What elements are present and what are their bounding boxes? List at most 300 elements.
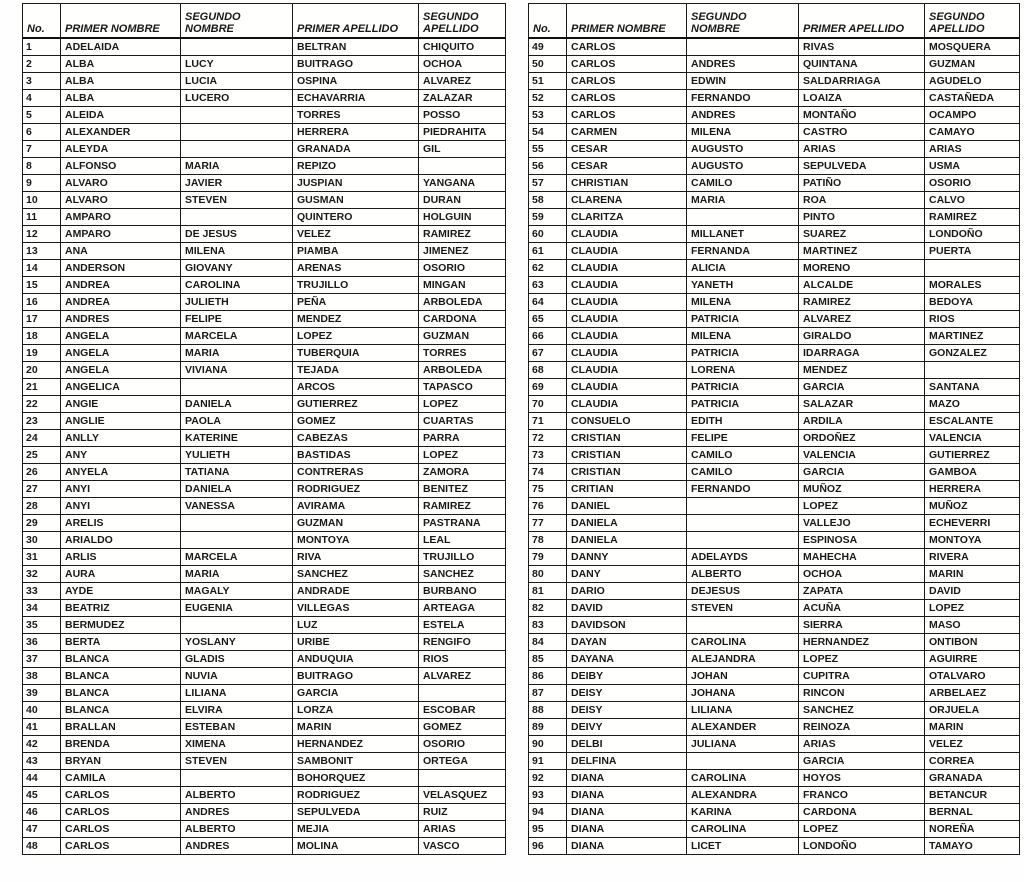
table-cell: 23 [23, 413, 61, 430]
table-cell: 78 [529, 532, 567, 549]
table-row [23, 566, 506, 583]
header-row [529, 4, 1020, 39]
table-cell: MENDEZ [799, 362, 925, 379]
table-cell: VALLEJO [799, 515, 925, 532]
table-cell: CAMILA [61, 770, 181, 787]
table-cell [419, 158, 506, 175]
table-cell: CONSUELO [567, 413, 687, 430]
table-cell: CARLOS [61, 838, 181, 855]
table-row [23, 90, 506, 107]
table-cell: JULIETH [181, 294, 293, 311]
table-cell: ESTELA [419, 617, 506, 634]
table-cell: 57 [529, 175, 567, 192]
table-cell: ESCOBAR [419, 702, 506, 719]
table-cell: 87 [529, 685, 567, 702]
table-row [23, 413, 506, 430]
table-cell: CESAR [567, 141, 687, 158]
table-cell: GUTIERREZ [293, 396, 419, 413]
table-cell: 74 [529, 464, 567, 481]
table-cell: RAMIREZ [799, 294, 925, 311]
table-cell: SAMBONIT [293, 753, 419, 770]
table-cell: MARIA [687, 192, 799, 209]
table-row [529, 566, 1020, 583]
table-cell [925, 260, 1020, 277]
table-cell: MILENA [181, 243, 293, 260]
table-cell: ALVAREZ [419, 668, 506, 685]
table-cell: CLAUDIA [567, 396, 687, 413]
table-cell: DANIELA [567, 515, 687, 532]
table-cell: VELEZ [293, 226, 419, 243]
table-cell: 83 [529, 617, 567, 634]
table-cell: ANA [61, 243, 181, 260]
table-cell: ELVIRA [181, 702, 293, 719]
table-row [23, 617, 506, 634]
table-cell: ANGLIE [61, 413, 181, 430]
table-cell: DEISY [567, 702, 687, 719]
table-cell: 86 [529, 668, 567, 685]
table-cell: SALAZAR [799, 396, 925, 413]
column-header-segundo-nombre: SEGUNDO NOMBRE [687, 4, 799, 39]
table-row [529, 600, 1020, 617]
table-cell: ALEJANDRA [687, 651, 799, 668]
table-cell: STEVEN [181, 192, 293, 209]
table-cell: SEPULVEDA [799, 158, 925, 175]
table-row [23, 668, 506, 685]
table-cell: MONTOYA [925, 532, 1020, 549]
table-row [23, 158, 506, 175]
table-cell: 60 [529, 226, 567, 243]
table-cell: PAOLA [181, 413, 293, 430]
table-cell: 5 [23, 107, 61, 124]
table-cell: BLANCA [61, 651, 181, 668]
table-cell: JULIANA [687, 736, 799, 753]
table-cell: DAVIDSON [567, 617, 687, 634]
table-cell: MILENA [687, 124, 799, 141]
roster-table-left [22, 3, 506, 855]
table-cell: MILLANET [687, 226, 799, 243]
table-cell: 13 [23, 243, 61, 260]
table-cell: 70 [529, 396, 567, 413]
table-row [529, 804, 1020, 821]
table-body-left [23, 38, 506, 855]
table-header [529, 4, 1020, 39]
table-cell: DELBI [567, 736, 687, 753]
table-cell: SUAREZ [799, 226, 925, 243]
table-cell: LONDOÑO [925, 226, 1020, 243]
table-cell: URIBE [293, 634, 419, 651]
table-cell: ANDRES [181, 838, 293, 855]
table-cell: DIANA [567, 821, 687, 838]
table-row [529, 447, 1020, 464]
table-cell: DANIEL [567, 498, 687, 515]
table-cell: 80 [529, 566, 567, 583]
table-row [529, 396, 1020, 413]
table-cell: RAMIREZ [925, 209, 1020, 226]
table-cell: USMA [925, 158, 1020, 175]
table-cell: TRUJILLO [419, 549, 506, 566]
table-cell: MARTINEZ [799, 243, 925, 260]
table-cell: 64 [529, 294, 567, 311]
table-row [23, 549, 506, 566]
table-cell: OSORIO [925, 175, 1020, 192]
table-cell: ARIAS [799, 736, 925, 753]
table-cell: LICET [687, 838, 799, 855]
table-row [529, 260, 1020, 277]
table-cell: MARIA [181, 345, 293, 362]
table-row [23, 277, 506, 294]
column-header-segundo-apellido: SEGUNDO APELLIDO [419, 4, 506, 39]
table-cell: ESCALANTE [925, 413, 1020, 430]
table-cell: IDARRAGA [799, 345, 925, 362]
table-cell: 20 [23, 362, 61, 379]
table-cell: ANYI [61, 498, 181, 515]
table-cell: XIMENA [181, 736, 293, 753]
table-cell: KARINA [687, 804, 799, 821]
table-cell: JIMENEZ [419, 243, 506, 260]
table-cell: BLANCA [61, 668, 181, 685]
table-cell: DANIELA [181, 481, 293, 498]
table-cell: BRYAN [61, 753, 181, 770]
table-row [23, 73, 506, 90]
table-row [529, 379, 1020, 396]
table-cell: CHIQUITO [419, 38, 506, 56]
table-cell: ANY [61, 447, 181, 464]
table-cell: CABEZAS [293, 430, 419, 447]
table-cell: ALEXANDER [687, 719, 799, 736]
table-cell: 62 [529, 260, 567, 277]
table-row [23, 209, 506, 226]
table-cell: ECHAVARRIA [293, 90, 419, 107]
table-cell: CLAUDIA [567, 379, 687, 396]
table-cell: JOHANA [687, 685, 799, 702]
table-cell: OCAMPO [925, 107, 1020, 124]
table-cell: RAMIREZ [419, 226, 506, 243]
table-cell: CARMEN [567, 124, 687, 141]
table-cell: MARIN [293, 719, 419, 736]
table-row [23, 294, 506, 311]
table-cell: SEPULVEDA [293, 804, 419, 821]
table-cell: 30 [23, 532, 61, 549]
table-cell: PATRICIA [687, 396, 799, 413]
table-row [23, 481, 506, 498]
table-cell: ARBOLEDA [419, 294, 506, 311]
table-row [529, 107, 1020, 124]
table-cell: ALVARO [61, 192, 181, 209]
table-cell: ALVAREZ [799, 311, 925, 328]
table-row [23, 821, 506, 838]
table-cell: ARENAS [293, 260, 419, 277]
table-cell: 95 [529, 821, 567, 838]
table-cell: 51 [529, 73, 567, 90]
table-row [529, 294, 1020, 311]
column-header-primer-nombre: PRIMER NOMBRE [61, 4, 181, 39]
table-cell: ORJUELA [925, 702, 1020, 719]
table-cell: LOPEZ [293, 328, 419, 345]
table-cell: MARIN [925, 719, 1020, 736]
table-cell: LOPEZ [799, 821, 925, 838]
table-cell: FELIPE [181, 311, 293, 328]
table-cell: ADELAYDS [687, 549, 799, 566]
table-cell: 21 [23, 379, 61, 396]
table-cell: MONTAÑO [799, 107, 925, 124]
table-cell: CARDONA [799, 804, 925, 821]
table-cell: GIL [419, 141, 506, 158]
table-cell: SANCHEZ [293, 566, 419, 583]
table-cell: 82 [529, 600, 567, 617]
table-cell: 34 [23, 600, 61, 617]
table-cell: 28 [23, 498, 61, 515]
table-cell: 50 [529, 56, 567, 73]
table-cell: 40 [23, 702, 61, 719]
table-cell: DAYAN [567, 634, 687, 651]
table-cell: AUGUSTO [687, 158, 799, 175]
table-row [529, 90, 1020, 107]
table-row [23, 226, 506, 243]
table-cell: JAVIER [181, 175, 293, 192]
table-cell: ORTEGA [419, 753, 506, 770]
table-cell: CARLOS [567, 56, 687, 73]
table-cell: 63 [529, 277, 567, 294]
table-row [529, 498, 1020, 515]
table-cell: 48 [23, 838, 61, 855]
table-cell: PIAMBA [293, 243, 419, 260]
table-cell [925, 362, 1020, 379]
table-cell: CASTAÑEDA [925, 90, 1020, 107]
table-row [23, 362, 506, 379]
table-cell: TEJADA [293, 362, 419, 379]
table-cell: MARTINEZ [925, 328, 1020, 345]
table-cell: ARIALDO [61, 532, 181, 549]
table-cell: MUÑOZ [925, 498, 1020, 515]
table-cell: GARCIA [293, 685, 419, 702]
table-row [23, 634, 506, 651]
table-row [529, 532, 1020, 549]
table-cell: ARBELAEZ [925, 685, 1020, 702]
table-cell: TORRES [419, 345, 506, 362]
table-cell [181, 38, 293, 56]
table-cell: 26 [23, 464, 61, 481]
table-cell: GARCIA [799, 464, 925, 481]
table-cell: CUARTAS [419, 413, 506, 430]
table-cell: MENDEZ [293, 311, 419, 328]
table-cell: CAROLINA [687, 634, 799, 651]
table-row [529, 634, 1020, 651]
table-cell: CARLOS [567, 38, 687, 56]
table-cell: 76 [529, 498, 567, 515]
table-cell: OCHOA [419, 56, 506, 73]
table-cell: PASTRANA [419, 515, 506, 532]
table-cell [181, 141, 293, 158]
table-row [23, 175, 506, 192]
table-cell: CLARENA [567, 192, 687, 209]
table-row [529, 192, 1020, 209]
table-row [529, 311, 1020, 328]
table-cell: MEJIA [293, 821, 419, 838]
table-cell: FERNANDA [687, 243, 799, 260]
table-cell: MOLINA [293, 838, 419, 855]
table-cell: GIRALDO [799, 328, 925, 345]
table-header [23, 4, 506, 39]
table-cell: GARCIA [799, 753, 925, 770]
table-cell: ANDRES [61, 311, 181, 328]
table-cell: STEVEN [687, 600, 799, 617]
table-cell: ALVAREZ [419, 73, 506, 90]
table-row [23, 379, 506, 396]
table-cell: DANIELA [567, 532, 687, 549]
table-cell: DEJESUS [687, 583, 799, 600]
table-cell: ANGELA [61, 362, 181, 379]
table-row [529, 685, 1020, 702]
table-cell: PEÑA [293, 294, 419, 311]
table-cell: LONDOÑO [799, 838, 925, 855]
column-header-segundo-apellido: SEGUNDO APELLIDO [925, 4, 1020, 39]
table-row [529, 617, 1020, 634]
table-cell: RIVERA [925, 549, 1020, 566]
table-cell: MINGAN [419, 277, 506, 294]
table-cell: DURAN [419, 192, 506, 209]
table-cell: SALDARRIAGA [799, 73, 925, 90]
table-cell: ANGELA [61, 328, 181, 345]
table-cell: CLAUDIA [567, 362, 687, 379]
table-cell: CLARITZA [567, 209, 687, 226]
table-cell: CHRISTIAN [567, 175, 687, 192]
table-row [529, 838, 1020, 855]
table-cell [181, 107, 293, 124]
table-row [529, 56, 1020, 73]
table-cell: MOSQUERA [925, 38, 1020, 56]
table-row [23, 753, 506, 770]
table-cell: ALBERTO [687, 566, 799, 583]
table-cell: ALEYDA [61, 141, 181, 158]
table-cell: CLAUDIA [567, 294, 687, 311]
table-cell: CAROLINA [687, 821, 799, 838]
table-cell: ONTIBON [925, 634, 1020, 651]
table-cell: BERTA [61, 634, 181, 651]
table-cell: CRISTIAN [567, 464, 687, 481]
table-row [23, 56, 506, 73]
table-cell: VANESSA [181, 498, 293, 515]
table-row [529, 209, 1020, 226]
table-cell: 9 [23, 175, 61, 192]
table-cell: ALVARO [61, 175, 181, 192]
table-row [529, 345, 1020, 362]
table-cell: ANYI [61, 481, 181, 498]
table-cell: ALEIDA [61, 107, 181, 124]
table-cell: LUCY [181, 56, 293, 73]
table-cell: OSORIO [419, 260, 506, 277]
table-cell: CALVO [925, 192, 1020, 209]
table-cell: BELTRAN [293, 38, 419, 56]
table-cell: LOPEZ [799, 498, 925, 515]
table-cell: TUBERQUIA [293, 345, 419, 362]
table-cell: 1 [23, 38, 61, 56]
table-cell: 16 [23, 294, 61, 311]
table-cell: ANDREA [61, 294, 181, 311]
table-cell: PATIÑO [799, 175, 925, 192]
table-cell [687, 38, 799, 56]
table-cell: LEAL [419, 532, 506, 549]
table-cell: ANDREA [61, 277, 181, 294]
table-cell: TAPASCO [419, 379, 506, 396]
table-cell: ANDRES [687, 107, 799, 124]
table-cell: 58 [529, 192, 567, 209]
table-cell: 25 [23, 447, 61, 464]
table-cell: CAROLINA [687, 770, 799, 787]
table-row [23, 600, 506, 617]
table-cell: LOAIZA [799, 90, 925, 107]
table-cell: CARLOS [61, 821, 181, 838]
table-cell: CUPITRA [799, 668, 925, 685]
table-cell: MARIA [181, 158, 293, 175]
table-row [23, 38, 506, 56]
table-cell: ALBERTO [181, 821, 293, 838]
table-cell: QUINTANA [799, 56, 925, 73]
table-cell: RODRIGUEZ [293, 481, 419, 498]
column-header-primer-nombre: PRIMER NOMBRE [567, 4, 687, 39]
table-row [529, 515, 1020, 532]
table-row [23, 838, 506, 855]
table-cell: 49 [529, 38, 567, 56]
table-cell: CARLOS [61, 787, 181, 804]
table-cell: MARIA [181, 566, 293, 583]
table-cell: PATRICIA [687, 345, 799, 362]
table-cell: DIANA [567, 787, 687, 804]
table-cell: 37 [23, 651, 61, 668]
table-cell: ARIAS [925, 141, 1020, 158]
table-cell: TATIANA [181, 464, 293, 481]
table-row [529, 464, 1020, 481]
table-cell: 89 [529, 719, 567, 736]
table-row [529, 481, 1020, 498]
table-cell: LUCIA [181, 73, 293, 90]
table-cell: DEIVY [567, 719, 687, 736]
table-cell [181, 617, 293, 634]
table-cell: AGUDELO [925, 73, 1020, 90]
table-cell: 32 [23, 566, 61, 583]
table-cell: ROA [799, 192, 925, 209]
table-cell: FERNANDO [687, 90, 799, 107]
table-row [23, 685, 506, 702]
table-cell: DARIO [567, 583, 687, 600]
table-cell: LOPEZ [925, 600, 1020, 617]
table-cell: OSPINA [293, 73, 419, 90]
table-cell: MORALES [925, 277, 1020, 294]
table-cell: SANCHEZ [799, 702, 925, 719]
table-cell: MAGALY [181, 583, 293, 600]
table-cell: 18 [23, 328, 61, 345]
table-cell: PIEDRAHITA [419, 124, 506, 141]
table-row [529, 549, 1020, 566]
column-header-no: No. [23, 4, 61, 39]
table-cell: DELFINA [567, 753, 687, 770]
table-cell: BENITEZ [419, 481, 506, 498]
table-cell: OTALVARO [925, 668, 1020, 685]
table-cell: 42 [23, 736, 61, 753]
table-cell: LORZA [293, 702, 419, 719]
table-cell: BRALLAN [61, 719, 181, 736]
table-cell: VELEZ [925, 736, 1020, 753]
table-cell: FRANCO [799, 787, 925, 804]
table-cell: RODRIGUEZ [293, 787, 419, 804]
table-cell: AYDE [61, 583, 181, 600]
table-cell: AUGUSTO [687, 141, 799, 158]
table-cell: HOYOS [799, 770, 925, 787]
table-cell [687, 617, 799, 634]
table-cell: 33 [23, 583, 61, 600]
table-cell: STEVEN [181, 753, 293, 770]
table-cell: BOHORQUEZ [293, 770, 419, 787]
table-cell [419, 685, 506, 702]
